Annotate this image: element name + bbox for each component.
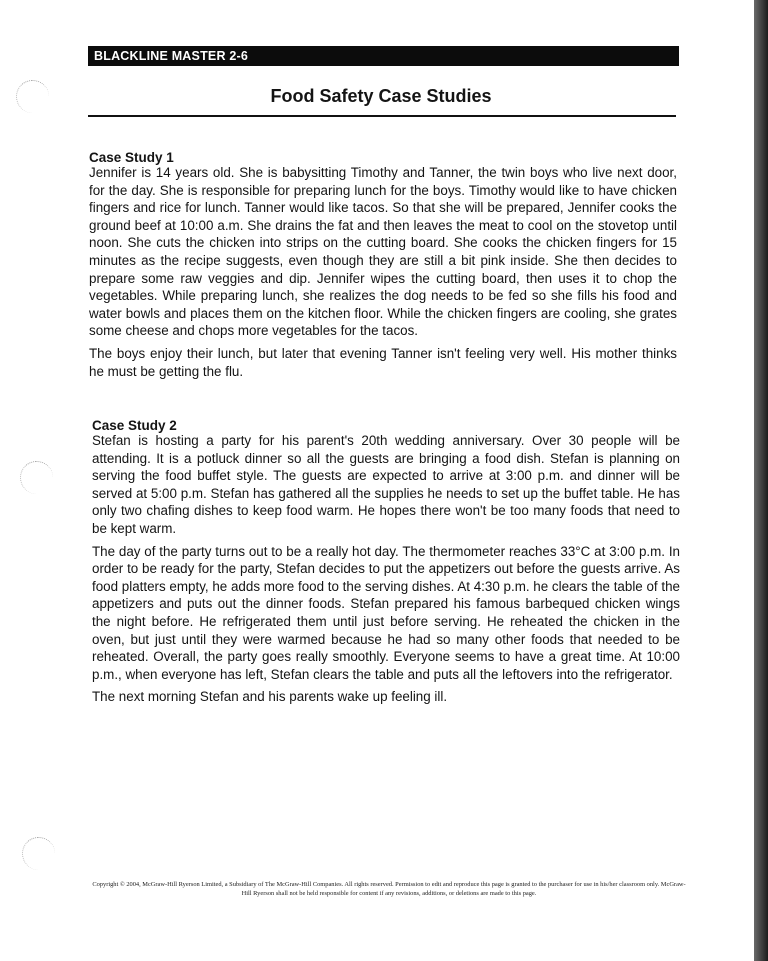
case-study-2-paragraph-2: The day of the party turns out to be a really hot day. The thermometer reaches 33°C at 3:00 p.m. In order to be ready for the party, Stefan decides to put the appetizers out before the guests arrive. As food platters empty, he adds more food to the serving dishes. At 4:30 p.m. he clears the table of the appetizers and puts out the dinner foods. Stefan prepared his famous barbequed chicken wings the night before. He refrigerated them until just before serving. He reheated the chicken in the oven, but just until they were warmed because he had so many other foods that needed to be reheated. Overall, the party goes really smoothly. Everyone seems to have a great time. At 10:00 p.m., when everyone has left, Stefan clears the table and puts all the leftovers into the refrigerator. bbox=[92, 543, 680, 682]
case-study-1-paragraph-1: Jennifer is 14 years old. She is babysitting Timothy and Tanner, the twin boys who live next door, for the day. She is responsible for preparing lunch for the boys. Timothy would like to have chicken fingers and rice for lunch. Tanner would like tacos. So that she will be prepared, Jennifer cooks the ground beef at 10:00 a.m. She drains the fat and then leaves the meat to cool on the stovetop until noon. She cuts the chicken into strips on the cutting board. She cooks the chicken fingers for 15 minutes as the recipe suggests, even though they are still a bit pink inside. She then decides to prepare some raw veggies and dip. Jennifer wipes the cutting board, then uses it to chop the vegetables. While preparing lunch, she realizes the dog needs to be fed so she fills his food and water bowls and places them on the kitchen floor. While the chicken fingers are cooling, she grates some cheese and chops more vegetables for the tacos. bbox=[89, 165, 677, 339]
blackline-master-banner bbox=[88, 46, 679, 66]
title-divider bbox=[88, 115, 676, 117]
punch-hole-mark-top bbox=[16, 80, 49, 113]
page-title: Food Safety Case Studies bbox=[270, 86, 492, 106]
case-study-1-heading: Case Study 1 bbox=[89, 150, 174, 165]
scan-edge-shadow bbox=[754, 0, 768, 961]
case-study-2-paragraph-3: The next morning Stefan and his parents wake up feeling ill. bbox=[92, 689, 448, 705]
case-study-2-body bbox=[92, 432, 680, 706]
blackline-master-label: BLACKLINE MASTER 2-6 bbox=[94, 49, 249, 63]
copyright-notice: Copyright © 2004, McGraw-Hill Ryerson Limited, a Subsidiary of The McGraw-Hill Companies. All rights reserved. Permission to edit and reproduce this page is granted to the purchaser for use in his/her classroom only. McGraw-Hill Ryerson shall not be held responsible for content if any revisions, additions, or deletions are made to this page. bbox=[92, 881, 686, 897]
case-study-1-paragraph-2: The boys enjoy their lunch, but later that evening Tanner isn't feeling very well. His mother thinks he must be getting the flu. bbox=[89, 345, 677, 379]
case-study-2-heading: Case Study 2 bbox=[92, 418, 177, 433]
case-study-2-paragraph-1: Stefan is hosting a party for his parent's 20th wedding anniversary. Over 30 people will be attending. It is a potluck dinner so all the guests are bringing a food dish. Stefan is planning on serving the food buffet style. The guests are expected to arrive at 3:00 p.m. and dinner will be served at 5:00 p.m. Stefan has gathered all the supplies he needs to set up the buffet table. He has only two chafing dishes to keep food warm. He hopes there won't be too many foods that need to be kept warm. bbox=[92, 433, 680, 536]
punch-hole-mark-middle bbox=[20, 461, 53, 494]
case-study-1-body bbox=[89, 164, 677, 380]
punch-hole-mark-bottom bbox=[22, 837, 55, 870]
